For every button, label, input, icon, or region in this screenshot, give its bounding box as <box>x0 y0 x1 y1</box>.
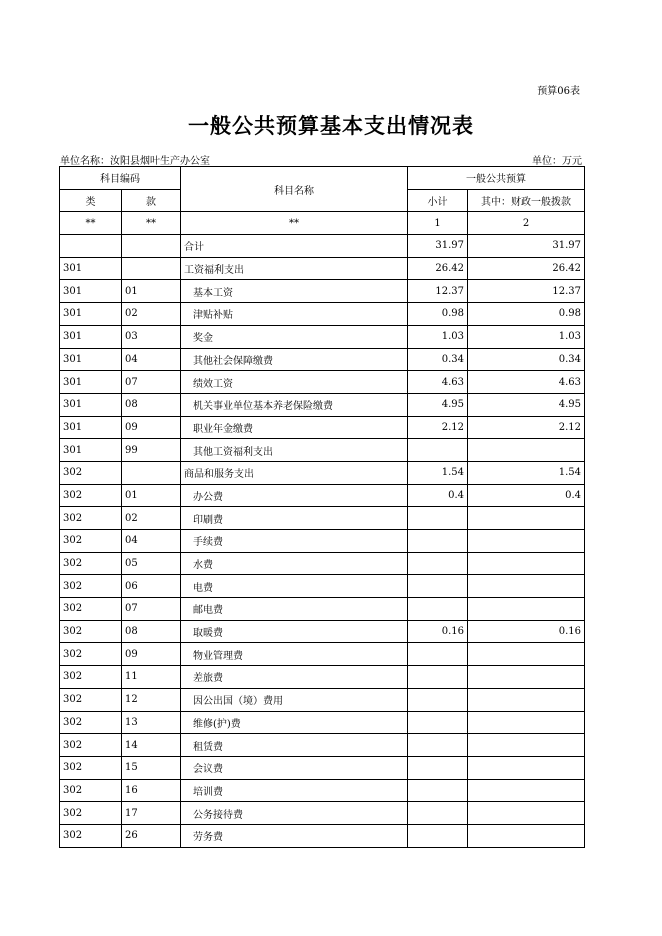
code-kuan-cell: 14 <box>122 734 181 757</box>
subtotal-cell <box>408 756 468 779</box>
fiscal-cell <box>468 666 585 689</box>
code-kuan-cell: 11 <box>122 666 181 689</box>
table-row <box>60 484 585 507</box>
item-name-cell: 绩效工资 <box>181 371 408 394</box>
table-row <box>60 711 585 734</box>
subtotal-cell: 1.03 <box>408 325 468 348</box>
item-name-cell: 基本工资 <box>181 280 408 303</box>
code-kuan-cell <box>122 257 181 280</box>
item-name-cell: 公务接待费 <box>181 802 408 825</box>
fiscal-cell: 31.97 <box>468 235 585 258</box>
code-kuan-cell: 05 <box>122 552 181 575</box>
code-lei-cell: 302 <box>60 461 122 484</box>
item-name-cell: 因公出国（境）费用 <box>181 688 408 711</box>
fiscal-cell: 0.98 <box>468 303 585 326</box>
subtotal-cell <box>408 552 468 575</box>
subtotal-cell: 0.98 <box>408 303 468 326</box>
fiscal-cell <box>468 552 585 575</box>
code-kuan-cell: 08 <box>122 393 181 416</box>
item-name-cell: 租赁费 <box>181 734 408 757</box>
item-name-cell: 印刷费 <box>181 507 408 530</box>
item-name-cell: 奖金 <box>181 325 408 348</box>
code-kuan-cell: 09 <box>122 416 181 439</box>
fiscal-cell: 4.95 <box>468 393 585 416</box>
fiscal-cell <box>468 711 585 734</box>
code-lei-cell: 301 <box>60 439 122 462</box>
page-title: 一般公共预算基本支出情况表 <box>188 113 474 138</box>
meta-line <box>60 152 582 167</box>
item-name-cell: 水费 <box>181 552 408 575</box>
table-row <box>60 235 585 258</box>
table-row <box>60 280 585 303</box>
item-name-cell: 培训费 <box>181 779 408 802</box>
code-lei-cell <box>60 235 122 258</box>
subtotal-cell <box>408 598 468 621</box>
subtotal-cell: 26.42 <box>408 257 468 280</box>
code-lei-cell: 301 <box>60 416 122 439</box>
table-row <box>60 552 585 575</box>
fiscal-header: 其中：财政一般拨款 <box>468 189 585 212</box>
code-lei-cell: 302 <box>60 779 122 802</box>
code-lei-cell: 302 <box>60 734 122 757</box>
table-row <box>60 416 585 439</box>
subtotal-cell: 1.54 <box>408 461 468 484</box>
code-lei-cell: 302 <box>60 620 122 643</box>
subtotal-cell <box>408 779 468 802</box>
header-row-1 <box>60 167 585 190</box>
unit-name: 单位名称：汝阳县烟叶生产办公室 <box>60 156 210 167</box>
code-lei-cell: 302 <box>60 802 122 825</box>
subtotal-cell: 2.12 <box>408 416 468 439</box>
code-lei-cell: 302 <box>60 598 122 621</box>
fiscal-cell: 1.54 <box>468 461 585 484</box>
code-kuan-cell: 01 <box>122 280 181 303</box>
code-kuan-cell <box>122 235 181 258</box>
index-subtotal: 1 <box>408 212 468 235</box>
item-name-cell: 维修(护)费 <box>181 711 408 734</box>
subtotal-cell: 0.34 <box>408 348 468 371</box>
item-name-cell: 办公费 <box>181 484 408 507</box>
fiscal-cell <box>468 824 585 847</box>
table-row <box>60 575 585 598</box>
subtotal-cell <box>408 802 468 825</box>
table-row <box>60 530 585 553</box>
table-row <box>60 734 585 757</box>
code-lei-cell: 302 <box>60 666 122 689</box>
table-row <box>60 303 585 326</box>
code-lei-cell: 301 <box>60 303 122 326</box>
item-name-cell: 商品和服务支出 <box>181 461 408 484</box>
index-name: ** <box>181 212 408 235</box>
fiscal-cell: 1.03 <box>468 325 585 348</box>
item-name-cell: 其他社会保障缴费 <box>181 348 408 371</box>
code-lei-cell: 301 <box>60 371 122 394</box>
subtotal-cell: 4.63 <box>408 371 468 394</box>
budget-table <box>59 166 585 848</box>
subtotal-cell <box>408 688 468 711</box>
kuan-header: 款 <box>122 189 181 212</box>
fiscal-cell: 0.16 <box>468 620 585 643</box>
item-name-cell: 取暖费 <box>181 620 408 643</box>
subtotal-cell: 4.95 <box>408 393 468 416</box>
code-lei-cell: 301 <box>60 325 122 348</box>
code-group-header: 科目编码 <box>60 167 181 190</box>
table-row <box>60 779 585 802</box>
subtotal-cell <box>408 824 468 847</box>
item-name-cell: 工资福利支出 <box>181 257 408 280</box>
table-row <box>60 756 585 779</box>
fiscal-cell <box>468 756 585 779</box>
fiscal-cell <box>468 530 585 553</box>
currency-unit: 单位：万元 <box>532 156 582 167</box>
budget-group-header: 一般公共预算 <box>408 167 585 190</box>
item-name-cell: 津贴补贴 <box>181 303 408 326</box>
fiscal-cell <box>468 779 585 802</box>
fiscal-cell <box>468 575 585 598</box>
item-name-cell: 劳务费 <box>181 824 408 847</box>
code-kuan-cell: 15 <box>122 756 181 779</box>
code-lei-cell: 302 <box>60 575 122 598</box>
fiscal-cell <box>468 439 585 462</box>
fiscal-cell <box>468 643 585 666</box>
item-name-cell: 手续费 <box>181 530 408 553</box>
code-kuan-cell: 07 <box>122 371 181 394</box>
table-row <box>60 688 585 711</box>
code-kuan-cell: 04 <box>122 348 181 371</box>
item-name-cell: 邮电费 <box>181 598 408 621</box>
table-row <box>60 325 585 348</box>
table-row <box>60 598 585 621</box>
code-kuan-cell: 06 <box>122 575 181 598</box>
form-number: 预算06表 <box>537 86 580 97</box>
fiscal-cell: 26.42 <box>468 257 585 280</box>
table-row <box>60 461 585 484</box>
table-row <box>60 371 585 394</box>
code-kuan-cell: 26 <box>122 824 181 847</box>
fiscal-cell: 2.12 <box>468 416 585 439</box>
name-header: 科目名称 <box>181 167 408 212</box>
index-lei: ** <box>60 212 122 235</box>
index-kuan: ** <box>122 212 181 235</box>
code-lei-cell: 302 <box>60 552 122 575</box>
code-lei-cell: 302 <box>60 756 122 779</box>
table-row <box>60 439 585 462</box>
item-name-cell: 物业管理费 <box>181 643 408 666</box>
item-name-cell: 电费 <box>181 575 408 598</box>
subtotal-cell <box>408 530 468 553</box>
code-lei-cell: 302 <box>60 711 122 734</box>
subtotal-cell <box>408 507 468 530</box>
code-lei-cell: 301 <box>60 280 122 303</box>
item-name-cell: 机关事业单位基本养老保险缴费 <box>181 393 408 416</box>
table-row <box>60 507 585 530</box>
code-lei-cell: 301 <box>60 257 122 280</box>
item-name-cell: 合计 <box>181 235 408 258</box>
fiscal-cell <box>468 507 585 530</box>
code-kuan-cell: 01 <box>122 484 181 507</box>
fiscal-cell <box>468 802 585 825</box>
table-row <box>60 348 585 371</box>
item-name-cell: 会议费 <box>181 756 408 779</box>
subtotal-cell: 0.16 <box>408 620 468 643</box>
table-row <box>60 643 585 666</box>
code-kuan-cell: 02 <box>122 507 181 530</box>
table-row <box>60 620 585 643</box>
code-lei-cell: 302 <box>60 507 122 530</box>
code-kuan-cell: 13 <box>122 711 181 734</box>
subtotal-cell: 31.97 <box>408 235 468 258</box>
index-row <box>60 212 585 235</box>
code-lei-cell: 302 <box>60 688 122 711</box>
code-kuan-cell: 04 <box>122 530 181 553</box>
item-name-cell: 职业年金缴费 <box>181 416 408 439</box>
fiscal-cell <box>468 688 585 711</box>
code-kuan-cell: 16 <box>122 779 181 802</box>
code-lei-cell: 302 <box>60 484 122 507</box>
code-lei-cell: 302 <box>60 530 122 553</box>
table-row <box>60 666 585 689</box>
code-kuan-cell: 08 <box>122 620 181 643</box>
code-kuan-cell <box>122 461 181 484</box>
code-kuan-cell: 09 <box>122 643 181 666</box>
index-fiscal: 2 <box>468 212 585 235</box>
subtotal-cell <box>408 575 468 598</box>
table-row <box>60 393 585 416</box>
fiscal-cell <box>468 734 585 757</box>
fiscal-cell: 0.4 <box>468 484 585 507</box>
code-lei-cell: 301 <box>60 393 122 416</box>
subtotal-cell <box>408 734 468 757</box>
subtotal-cell: 0.4 <box>408 484 468 507</box>
lei-header: 类 <box>60 189 122 212</box>
code-kuan-cell: 12 <box>122 688 181 711</box>
subtotal-cell <box>408 711 468 734</box>
table-row <box>60 802 585 825</box>
code-lei-cell: 302 <box>60 824 122 847</box>
subtotal-header: 小计 <box>408 189 468 212</box>
subtotal-cell <box>408 643 468 666</box>
code-kuan-cell: 99 <box>122 439 181 462</box>
table-row <box>60 257 585 280</box>
code-kuan-cell: 03 <box>122 325 181 348</box>
code-kuan-cell: 02 <box>122 303 181 326</box>
item-name-cell: 其他工资福利支出 <box>181 439 408 462</box>
code-kuan-cell: 17 <box>122 802 181 825</box>
fiscal-cell <box>468 598 585 621</box>
subtotal-cell <box>408 666 468 689</box>
fiscal-cell: 12.37 <box>468 280 585 303</box>
fiscal-cell: 4.63 <box>468 371 585 394</box>
subtotal-cell <box>408 439 468 462</box>
code-lei-cell: 301 <box>60 348 122 371</box>
code-lei-cell: 302 <box>60 643 122 666</box>
fiscal-cell: 0.34 <box>468 348 585 371</box>
code-kuan-cell: 07 <box>122 598 181 621</box>
item-name-cell: 差旅费 <box>181 666 408 689</box>
table-row <box>60 824 585 847</box>
subtotal-cell: 12.37 <box>408 280 468 303</box>
